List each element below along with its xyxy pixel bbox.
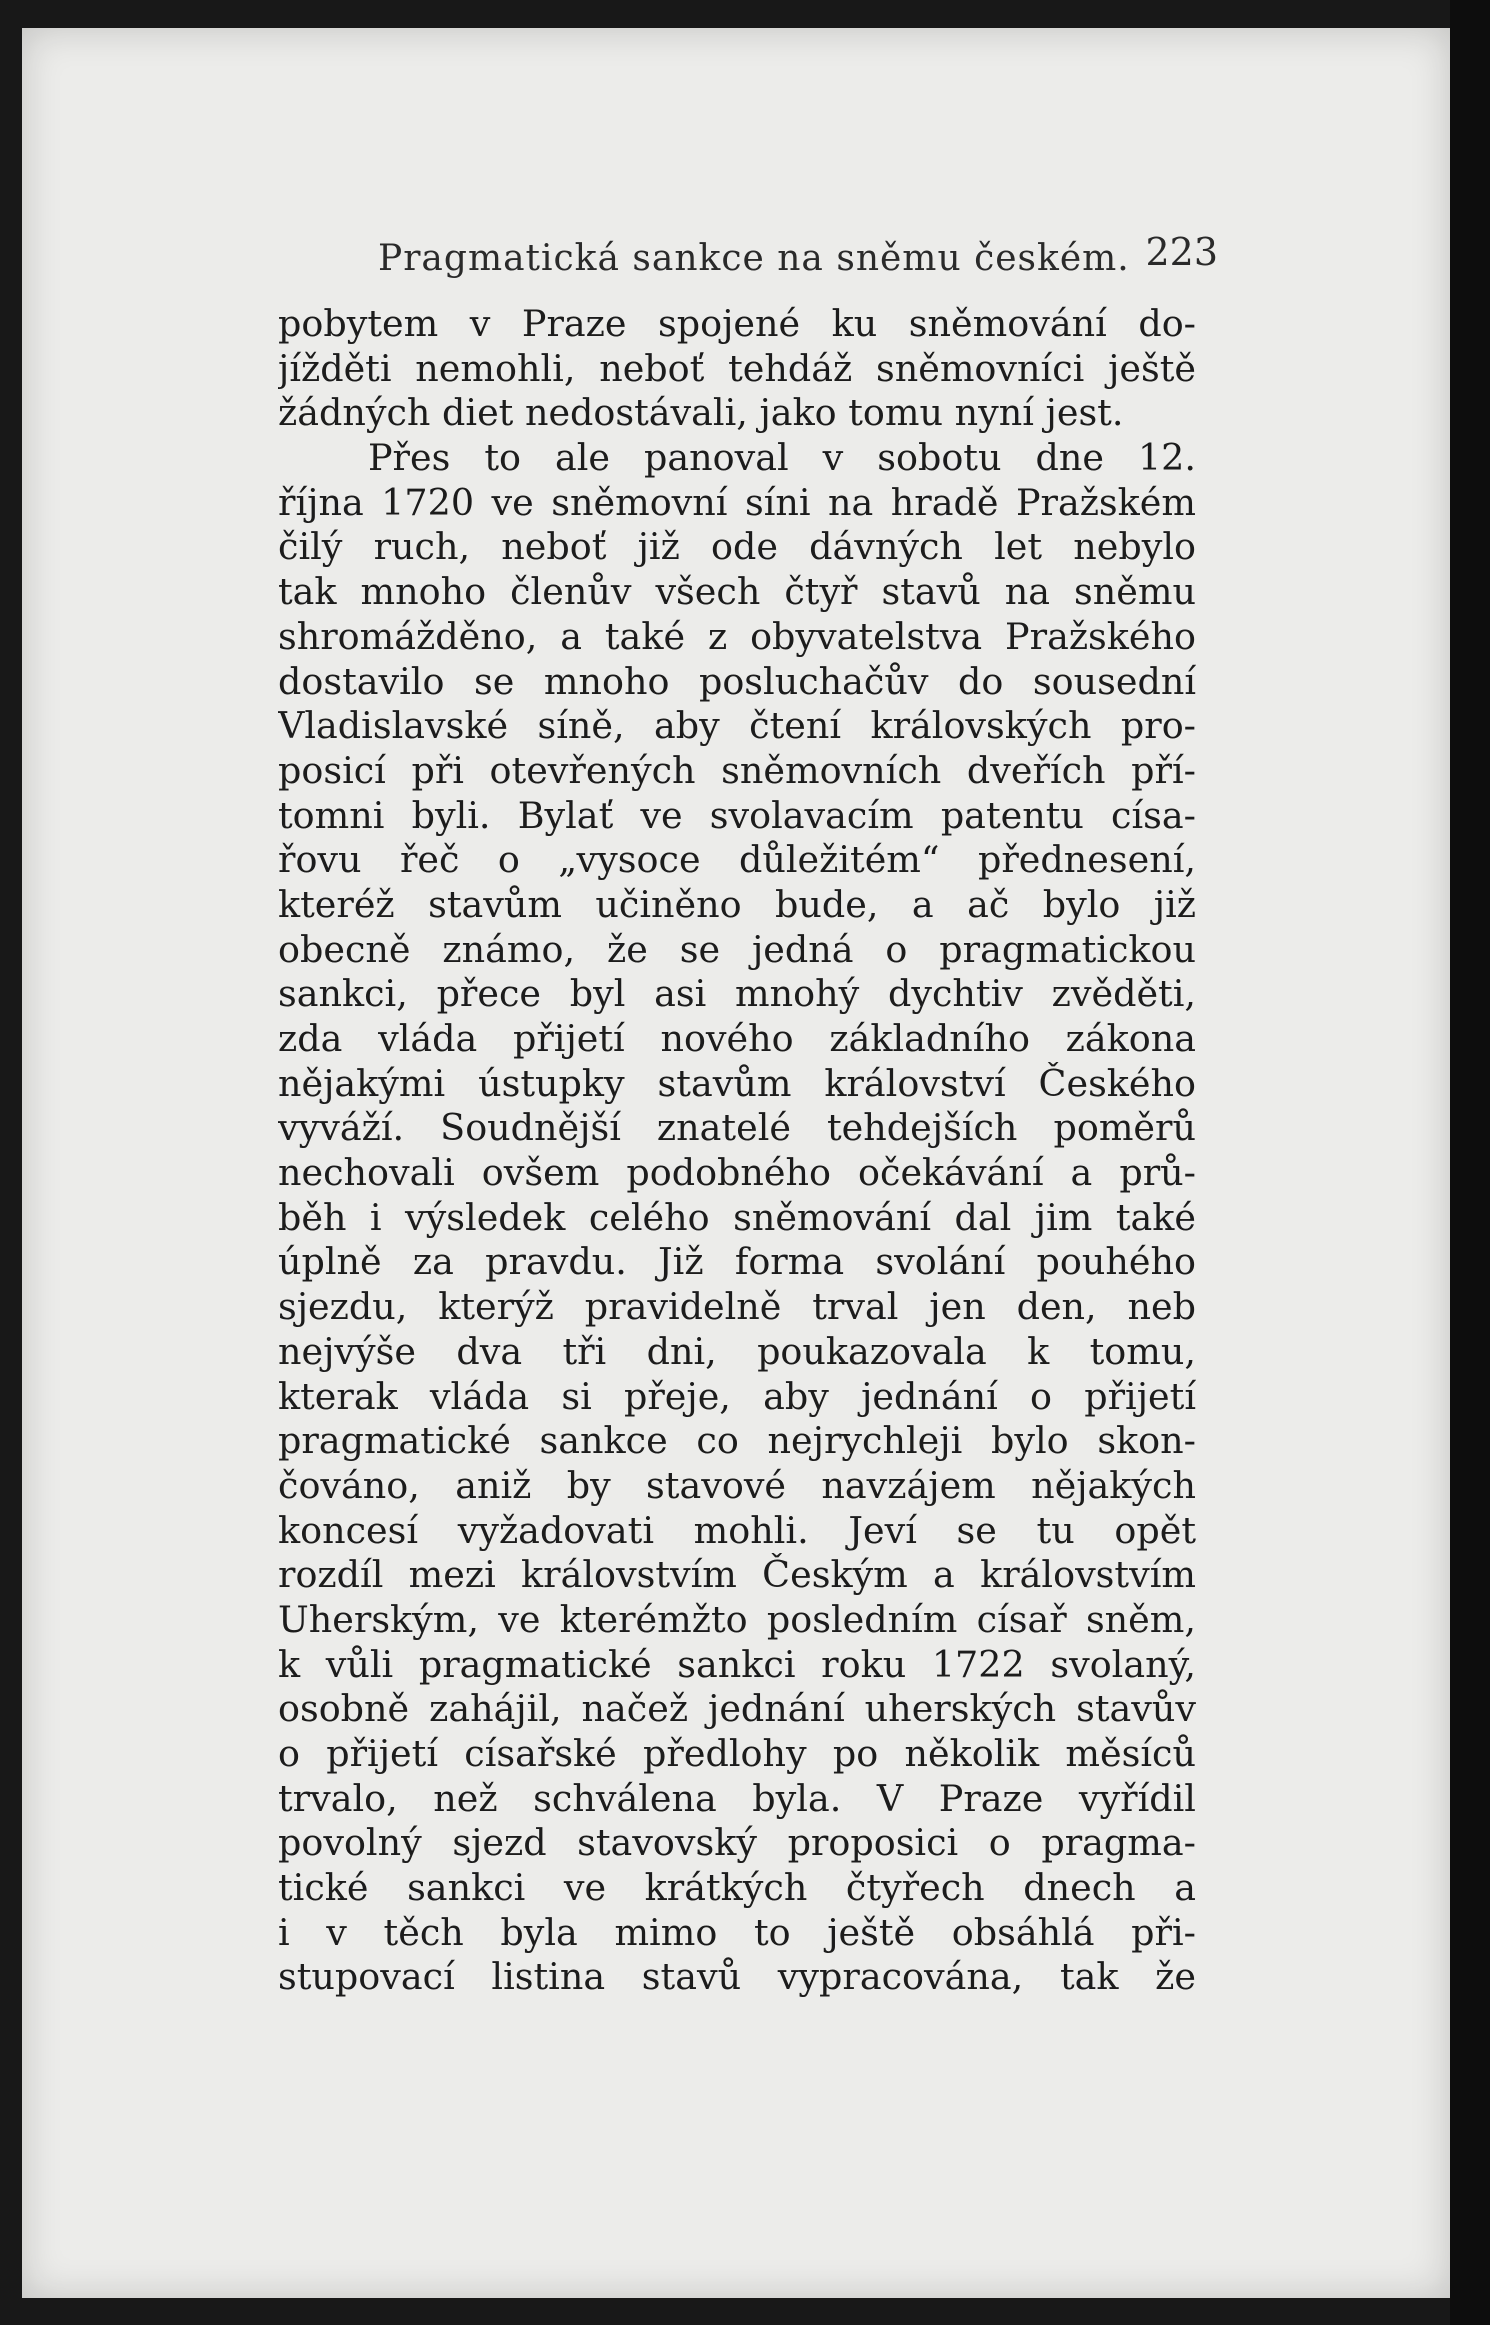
body-text [278,302,1196,2000]
text-line: k vůli pragmatické sankci roku 1722 svolaný, [278,1642,1196,1686]
text-line: rozdíl mezi královstvím Českým a královstvím [278,1553,1196,1597]
text-line: tomni byli. Bylať ve svolavacím patentu císa- [278,793,1196,837]
page-number: 223 [1145,230,1218,274]
text-line: října 1720 ve sněmovní síni na hradě Pražském [278,480,1196,524]
text-line: jížděti nemohli, neboť tehdáž sněmovníci ještě [278,346,1196,390]
text-line: tak mnoho členův všech čtyř stavů na sněmu [278,570,1196,614]
text-line: zda vláda přijetí nového základního zákona [278,1017,1196,1060]
text-line: stupovací listina stavů vypracována, tak že [278,1955,1196,1999]
text-line: koncesí vyžadovati mohli. Jeví se tu opět [278,1508,1196,1552]
page-header [378,230,1218,290]
text-line: kterak vláda si přeje, aby jednání o přijetí [278,1374,1196,1418]
text-line: tické sankci ve krátkých čtyřech dnech a [278,1866,1196,1910]
text-line: řovu řeč o „vysoce důležitém“ přednesení, [278,838,1196,882]
text-line: trvalo, než schválena byla. V Praze vyřídil [278,1776,1196,1820]
scan-edge [1450,0,1490,2325]
text-line: pobytem v Praze spojené ku sněmování do- [278,302,1196,345]
text-line: čilý ruch, neboť již ode dávných let nebylo [278,525,1196,569]
text-line: vyváží. Soudnější znatelé tehdejších poměrů [278,1106,1196,1150]
text-line: posicí při otevřených sněmovních dveřích pří- [278,748,1196,792]
text-line: pragmatické sankce co nejrychleji bylo skon- [278,1419,1196,1463]
text-line: sjezdu, kterýž pravidelně trval jen den, neb [278,1285,1196,1329]
text-line: čováno, aniž by stavové navzájem nějakých [278,1463,1196,1507]
text-line: kteréž stavům učiněno bude, a ač bylo již [278,882,1196,926]
text-line: Vladislavské síně, aby čtení královských pro- [278,704,1196,748]
text-line: Uherským, ve kterémžto posledním císař sněm, [278,1597,1196,1641]
text-line: běh i výsledek celého sněmování dal jim také [278,1195,1196,1239]
text-line: sankci, přece byl asi mnohý dychtiv zvěděti, [278,972,1196,1016]
text-line: nechovali ovšem podobného očekávání a prů- [278,1151,1196,1195]
text-line: žádných diet nedostávali, jako tomu nyní jest. [278,391,1124,435]
text-line: i v těch byla mimo to ještě obsáhlá při- [278,1910,1196,1954]
text-line: osobně zahájil, načež jednání uherských stavův [278,1687,1196,1731]
text-line: shromážděno, a také z obyvatelstva Pražského [278,614,1196,658]
text-line: povolný sjezd stavovský proposici o pragma- [278,1821,1196,1865]
text-line: nejvýše dva tři dni, poukazovala k tomu, [278,1329,1196,1373]
running-title: Pragmatická sankce na sněmu českém. [378,238,1130,279]
text-line: úplně za pravdu. Již forma svolání pouhého [278,1240,1196,1284]
text-line: Přes to ale panoval v sobotu dne 12. [368,436,1196,480]
text-line: nějakými ústupky stavům království Českého [278,1061,1196,1105]
text-line: obecně známo, že se jedná o pragmatickou [278,927,1196,971]
text-line: o přijetí císařské předlohy po několik měsíců [278,1732,1196,1775]
text-line: dostavilo se mnoho posluchačův do sousední [278,659,1196,703]
